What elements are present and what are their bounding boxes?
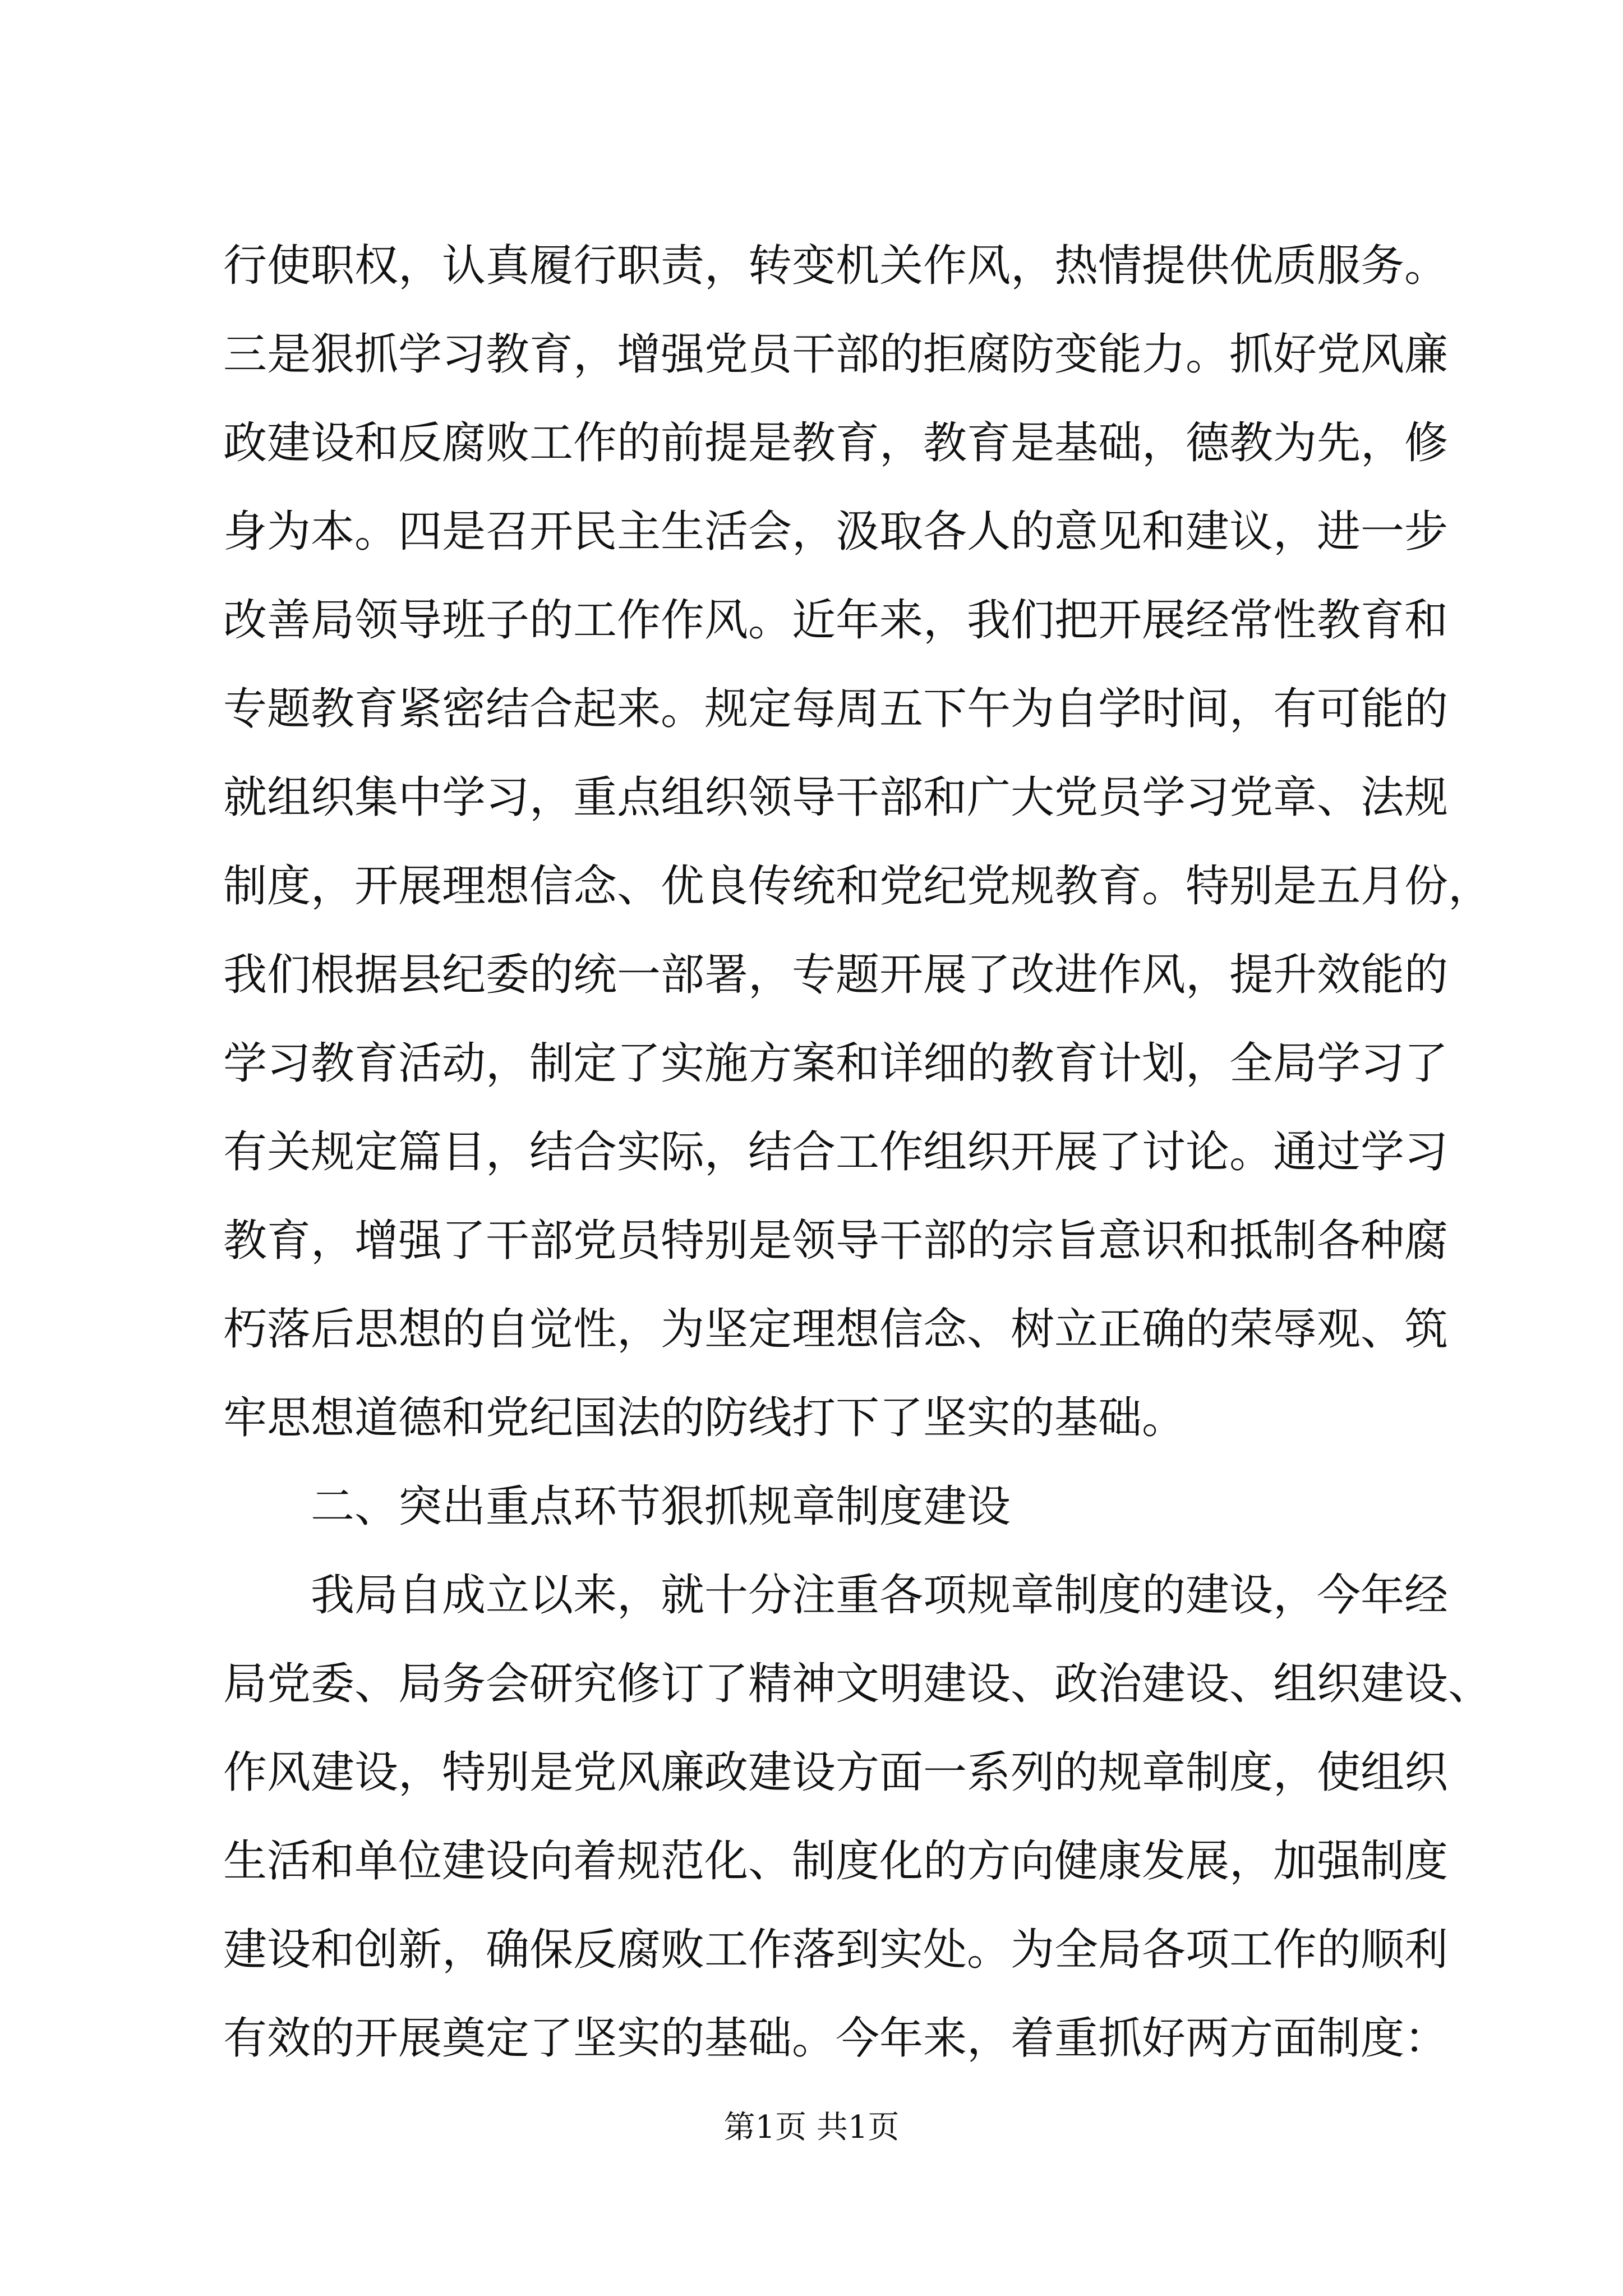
text-line-2: 三是狠抓学习教育，增强党员干部的拒腐防变能力。抓好党风廉	[223, 329, 1449, 380]
text-line-4: 身为本。四是召开民主生活会，汲取各人的意见和建议，进一步	[223, 507, 1449, 557]
text-line-1: 行使职权，认真履行职责，转变机关作风，热情提供优质服务。	[223, 241, 1449, 291]
text-line-16: 我局自成立以来，就十分注重各项规章制度的建设，今年经	[311, 1570, 1449, 1621]
text-line-11: 有关规定篇目，结合实际，结合工作组织开展了讨论。通过学习	[223, 1127, 1449, 1177]
text-line-12: 教育，增强了干部党员特别是领导干部的宗旨意识和抵制各种腐	[223, 1216, 1449, 1266]
text-line-10: 学习教育活动，制定了实施方案和详细的教育计划，全局学习了	[223, 1038, 1449, 1089]
text-line-13: 朽落后思想的自觉性，为坚定理想信念、树立正确的荣辱观、筑	[223, 1304, 1449, 1355]
text-line-8: 制度，开展理想信念、优良传统和党纪党规教育。特别是五月份，	[223, 861, 1492, 912]
text-line-9: 我们根据县纪委的统一部署，专题开展了改进作风，提升效能的	[223, 950, 1449, 1000]
text-line-19: 生活和单位建设向着规范化、制度化的方向健康发展，加强制度	[223, 1836, 1449, 1887]
text-line-20: 建设和创新，确保反腐败工作落到实处。为全局各项工作的顺利	[223, 1925, 1449, 1975]
text-line-14: 牢思想道德和党纪国法的防线打下了坚实的基础。	[223, 1393, 1186, 1443]
text-line-21: 有效的开展奠定了坚实的基础。今年来，着重抓好两方面制度：	[223, 2013, 1449, 2064]
text-line-3: 政建设和反腐败工作的前提是教育，教育是基础，德教为先，修	[223, 418, 1449, 468]
text-line-7: 就组织集中学习，重点组织领导干部和广大党员学习党章、法规	[223, 772, 1449, 823]
page-footer: 第1页 共1页	[723, 2109, 900, 2146]
section-heading: 二、突出重点环节狠抓规章制度建设	[311, 1481, 1011, 1532]
text-line-6: 专题教育紧密结合起来。规定每周五下午为自学时间，有可能的	[223, 684, 1449, 734]
text-line-18: 作风建设，特别是党风廉政建设方面一系列的规章制度，使组织	[223, 1747, 1449, 1798]
text-line-5: 改善局领导班子的工作作风。近年来，我们把开展经常性教育和	[223, 595, 1449, 646]
text-line-17: 局党委、局务会研究修订了精神文明建设、政治建设、组织建设、	[223, 1659, 1492, 1709]
